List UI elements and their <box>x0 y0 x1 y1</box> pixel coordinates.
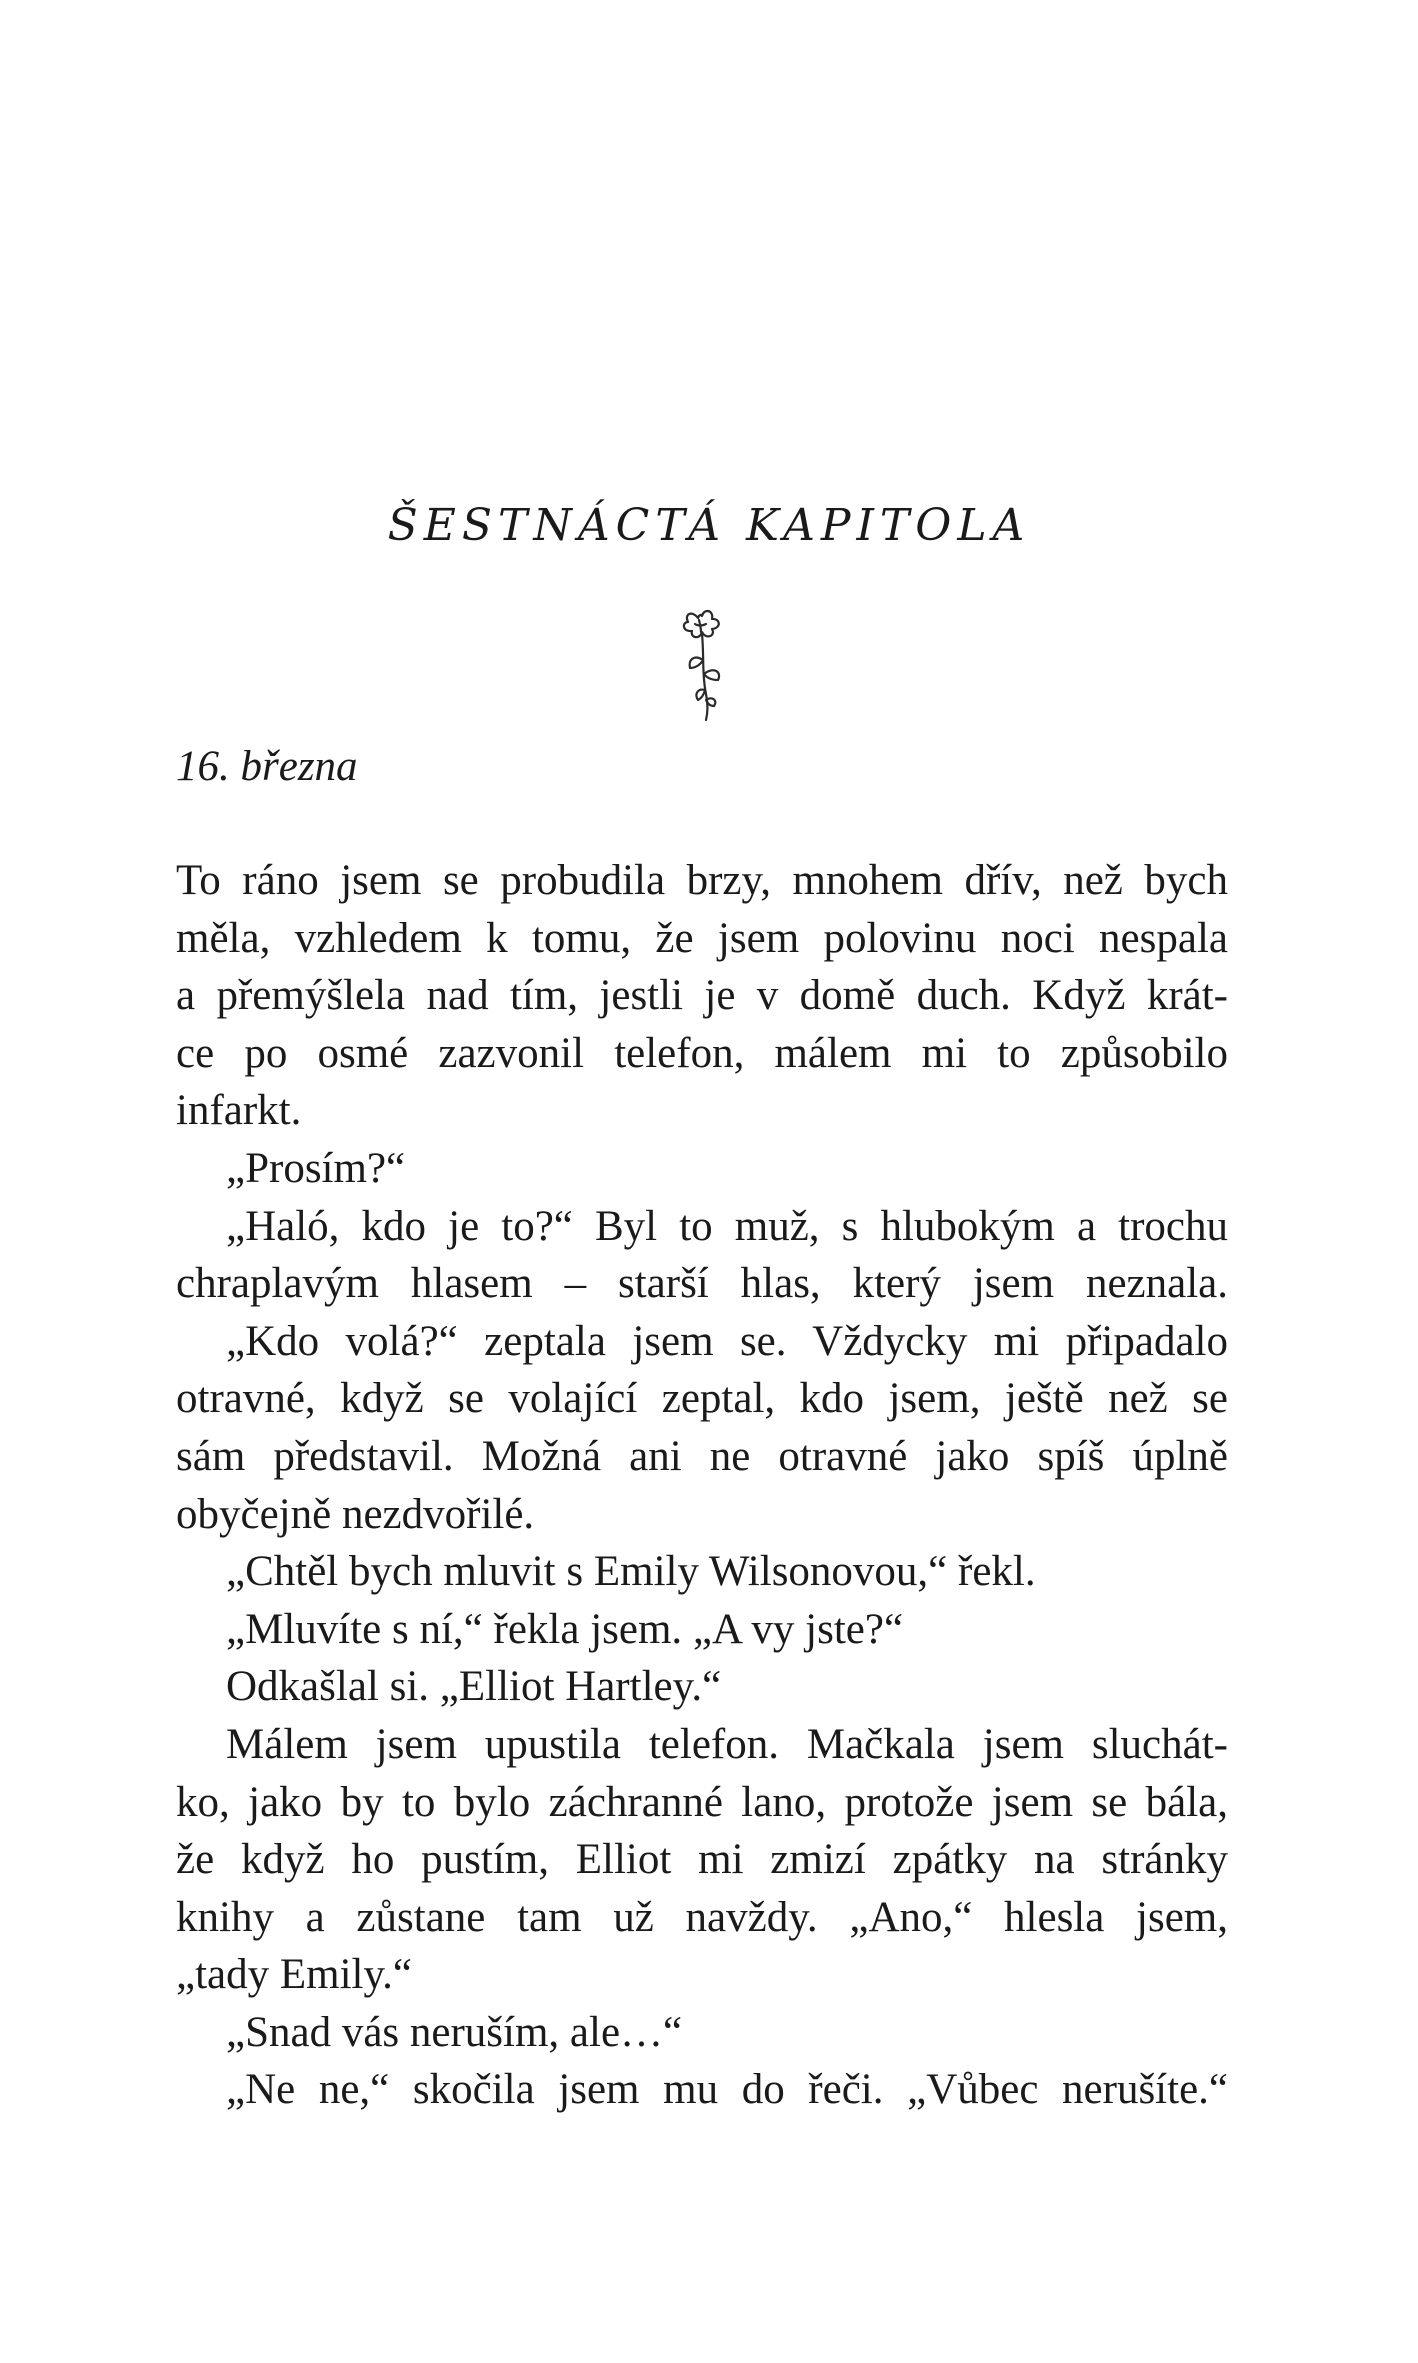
text-line: infarkt. <box>176 1087 302 1135</box>
text-line: obyčejně nezdvořilé. <box>176 1490 535 1538</box>
text-line: „Ne ne,“ skočila jsem mu do řeči. „Vůbec nerušíte.“ <box>226 2066 1228 2114</box>
text-line: Odkašlal si. „Elliot Hartley.“ <box>226 1663 722 1711</box>
text-line: a přemýšlela nad tím, jestli je v domě duch. Když krát- <box>176 972 1228 1020</box>
chapter-date: 16. března <box>176 743 358 790</box>
text-line: „Snad vás neruším, ale…“ <box>226 2008 683 2056</box>
text-line: sám představil. Možná ani ne otravné jako spíš úplně <box>176 1432 1228 1480</box>
text-line: „Prosím?“ <box>226 1144 406 1192</box>
text-line: To ráno jsem se probudila brzy, mnohem dřív, než bych <box>176 857 1228 904</box>
text-line: „Haló, kdo je to?“ Byl to muž, s hlubokým a trochu <box>226 1202 1228 1250</box>
text-line: „Mluvíte s ní,“ řekla jsem. „A vy jste?“ <box>226 1605 904 1653</box>
text-line: měla, vzhledem k tomu, že jsem polovinu noci nespala <box>176 914 1228 962</box>
text-line: „Kdo volá?“ zeptala jsem se. Vždycky mi připadalo <box>226 1317 1228 1365</box>
text-line: „Chtěl bych mluvit s Emily Wilsonovou,“ řekl. <box>226 1548 1036 1596</box>
flower-icon <box>668 604 740 724</box>
text-line: Málem jsem upustila telefon. Mačkala jsem sluchát- <box>226 1720 1228 1768</box>
text-line: ko, jako by to bylo záchranné lano, protože jsem se bála, <box>176 1778 1228 1826</box>
text-line: ce po osmé zazvonil telefon, málem mi to způsobilo <box>176 1029 1228 1077</box>
body-text <box>176 852 1228 2119</box>
text-line: knihy a zůstane tam už navždy. „Ano,“ hlesla jsem, <box>176 1893 1228 1941</box>
text-line: „tady Emily.“ <box>176 1951 413 1999</box>
text-line: chraplavým hlasem – starší hlas, který jsem neznala. <box>176 1260 1228 1308</box>
text-line: že když ho pustím, Elliot mi zmizí zpátky na stránky <box>176 1836 1228 1884</box>
chapter-title: ŠESTNÁCTÁ KAPITOLA <box>387 500 1031 551</box>
text-line: otravné, když se volající zeptal, kdo jsem, ještě než se <box>176 1375 1228 1423</box>
